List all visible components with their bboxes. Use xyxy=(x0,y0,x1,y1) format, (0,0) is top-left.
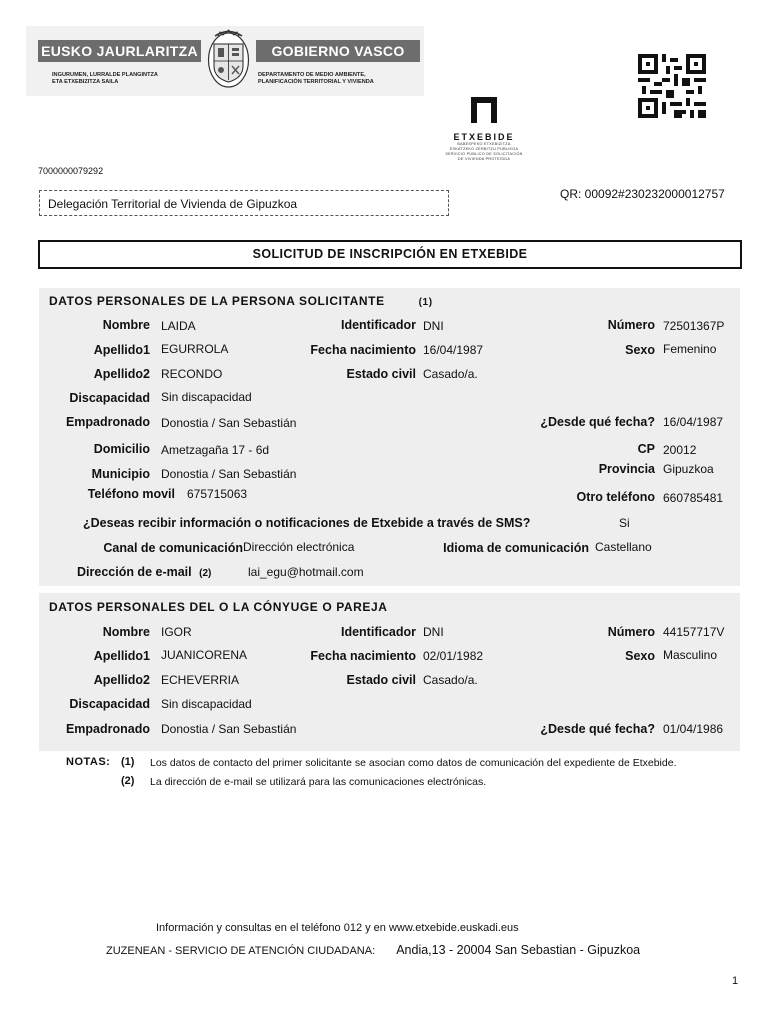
label-provincia: Provincia xyxy=(598,462,655,476)
etxebide-symbol-icon xyxy=(469,95,499,125)
label-fecha-nacimiento: Fecha nacimiento xyxy=(310,649,416,663)
document-number: 7000000079292 xyxy=(38,166,104,176)
etxebide-sub-line: BABESPEKO ETXEBIZITZA xyxy=(457,142,511,146)
etxebide-name: ETXEBIDE xyxy=(453,132,515,142)
etxebide-sub-line: SERVICIO PÚBLICO DE SOLICITACIÓN xyxy=(445,152,523,156)
value-sms: Si xyxy=(619,516,630,530)
value-apellido2: RECONDO xyxy=(161,367,223,381)
value-discapacidad: Sin discapacidad xyxy=(161,390,252,404)
page-number: 1 xyxy=(732,975,739,987)
value-desde: 01/04/1986 xyxy=(663,722,724,736)
qr-reference: QR: 00092#230232000012757 xyxy=(560,187,725,201)
value-telefono-movil: 675715063 xyxy=(187,487,248,501)
value-provincia: Gipuzkoa xyxy=(663,462,714,476)
value-identificador: DNI xyxy=(423,625,444,639)
section-note-mark: (1) xyxy=(418,297,433,308)
etxebide-sub-line: ESKATZEKO ZERBITZU PUBLIKOA xyxy=(449,147,519,151)
header-left-sub-line: ETA ETXEBIZITZA SAILA xyxy=(52,79,119,85)
header-right-sub-line: DEPARTAMENTO DE MEDIO AMBIENTE, xyxy=(258,72,366,78)
label-discapacidad: Discapacidad xyxy=(69,391,150,405)
value-nombre: IGOR xyxy=(161,625,192,639)
label-numero: Número xyxy=(607,625,655,639)
delegacion-text: Delegación Territorial de Vivienda de Gipuzkoa xyxy=(48,197,298,211)
note-1-text: Los datos de contacto del primer solicitante se asocian como datos de comunicación del expediente de Etxebide. xyxy=(150,757,677,769)
label-canal: Canal de comunicación xyxy=(103,541,243,555)
conyuge-section xyxy=(39,593,740,751)
label-sms-question: ¿Deseas recibir información o notificaciones de Etxebide a través de SMS? xyxy=(83,516,531,530)
header-right-subtitle xyxy=(258,72,418,86)
value-empadronado: Donostia / San Sebastián xyxy=(161,722,297,736)
value-apellido1: EGURROLA xyxy=(161,342,229,356)
page-title: SOLICITUD DE INSCRIPCIÓN EN ETXEBIDE xyxy=(38,240,742,269)
note-2-mark: (2) xyxy=(121,775,135,787)
label-empadronado: Empadronado xyxy=(65,415,150,429)
value-apellido2: ECHEVERRIA xyxy=(161,673,240,687)
label-sexo: Sexo xyxy=(625,649,655,663)
label-identificador: Identificador xyxy=(340,318,416,332)
coat-of-arms-icon xyxy=(201,26,256,96)
value-municipio: Donostia / San Sebastián xyxy=(161,467,297,481)
value-estado-civil: Casado/a. xyxy=(423,367,478,381)
value-idioma: Castellano xyxy=(595,540,652,554)
value-estado-civil: Casado/a. xyxy=(423,673,478,687)
conyuge-section-title: DATOS PERSONALES DEL O LA CÓNYUGE O PAREJA xyxy=(49,600,388,614)
value-nombre: LAIDA xyxy=(161,319,196,333)
section-title-text: DATOS PERSONALES DE LA PERSONA SOLICITANTE xyxy=(49,294,385,308)
qr-code-icon xyxy=(638,54,706,118)
value-discapacidad: Sin discapacidad xyxy=(161,697,252,711)
government-header xyxy=(26,26,424,96)
value-email: lai_egu@hotmail.com xyxy=(248,565,364,579)
etxebide-logo xyxy=(444,95,524,167)
etxebide-sub-line: DE VIVIENDA PROTEGIDA xyxy=(457,157,511,161)
solicitante-section xyxy=(39,288,740,586)
label-sexo: Sexo xyxy=(625,343,655,357)
header-right-sub-line: PLANIFICACIÓN TERRITORIAL Y VIVIENDA xyxy=(258,79,374,85)
label-nombre: Nombre xyxy=(102,318,150,332)
header-left-subtitle xyxy=(52,72,202,86)
label-idioma: Idioma de comunicación xyxy=(443,541,589,555)
value-apellido1: JUANICORENA xyxy=(161,648,248,662)
label-apellido1: Apellido1 xyxy=(93,649,150,663)
header-left-title: EUSKO JAURLARITZA xyxy=(38,40,201,62)
footer-service xyxy=(106,943,640,957)
label-telefono-movil: Teléfono movil xyxy=(87,487,175,501)
value-otro-telefono: 660785481 xyxy=(663,491,724,505)
note-2-text: La dirección de e-mail se utilizará para las comunicaciones electrónicas. xyxy=(150,776,487,788)
header-left-sub-line: INGURUMEN, LURRALDE PLANGINTZA xyxy=(52,72,158,78)
value-cp: 20012 xyxy=(663,443,697,457)
label-fecha-nacimiento: Fecha nacimiento xyxy=(310,343,416,357)
label-estado-civil: Estado civil xyxy=(346,367,416,381)
label-cp: CP xyxy=(637,442,655,456)
label-email-note: (2) xyxy=(199,568,212,579)
footer-address: Andia,13 - 20004 San Sebastian - Gipuzkoa xyxy=(396,943,641,957)
label-desde: ¿Desde qué fecha? xyxy=(540,722,655,736)
label-numero: Número xyxy=(607,318,655,332)
value-empadronado: Donostia / San Sebastián xyxy=(161,416,297,430)
value-numero: 72501367P xyxy=(663,319,725,333)
label-municipio: Municipio xyxy=(91,467,150,481)
value-identificador: DNI xyxy=(423,319,444,333)
footer-service-label: ZUZENEAN - SERVICIO DE ATENCIÓN CIUDADANA: xyxy=(106,945,376,957)
label-email-text: Dirección de e-mail xyxy=(77,565,192,579)
label-otro-telefono: Otro teléfono xyxy=(576,490,655,504)
label-desde: ¿Desde qué fecha? xyxy=(540,415,655,429)
label-email xyxy=(77,565,211,579)
header-right-title: GOBIERNO VASCO xyxy=(256,40,420,62)
footer-info: Información y consultas en el teléfono 012 y en www.etxebide.euskadi.eus xyxy=(156,922,519,934)
label-empadronado: Empadronado xyxy=(65,722,150,736)
value-fecha-nacimiento: 02/01/1982 xyxy=(423,649,484,663)
label-apellido2: Apellido2 xyxy=(93,673,150,687)
delegacion-box xyxy=(39,190,449,216)
value-domicilio: Ametzagaña 17 - 6d xyxy=(161,443,270,457)
label-apellido1: Apellido1 xyxy=(93,343,150,357)
value-desde: 16/04/1987 xyxy=(663,415,724,429)
value-canal: Dirección electrónica xyxy=(243,540,355,554)
etxebide-subtitle xyxy=(444,142,524,162)
label-identificador: Identificador xyxy=(340,625,416,639)
value-sexo: Femenino xyxy=(663,342,717,356)
notes-label: NOTAS: xyxy=(66,756,111,768)
value-numero: 44157717V xyxy=(663,625,725,639)
solicitante-section-title xyxy=(49,294,433,308)
label-domicilio: Domicilio xyxy=(93,442,150,456)
value-sexo: Masculino xyxy=(663,648,718,662)
label-discapacidad: Discapacidad xyxy=(69,697,150,711)
label-apellido2: Apellido2 xyxy=(93,367,150,381)
label-estado-civil: Estado civil xyxy=(346,673,416,687)
note-1-mark: (1) xyxy=(121,756,135,768)
label-nombre: Nombre xyxy=(102,625,150,639)
value-fecha-nacimiento: 16/04/1987 xyxy=(423,343,484,357)
